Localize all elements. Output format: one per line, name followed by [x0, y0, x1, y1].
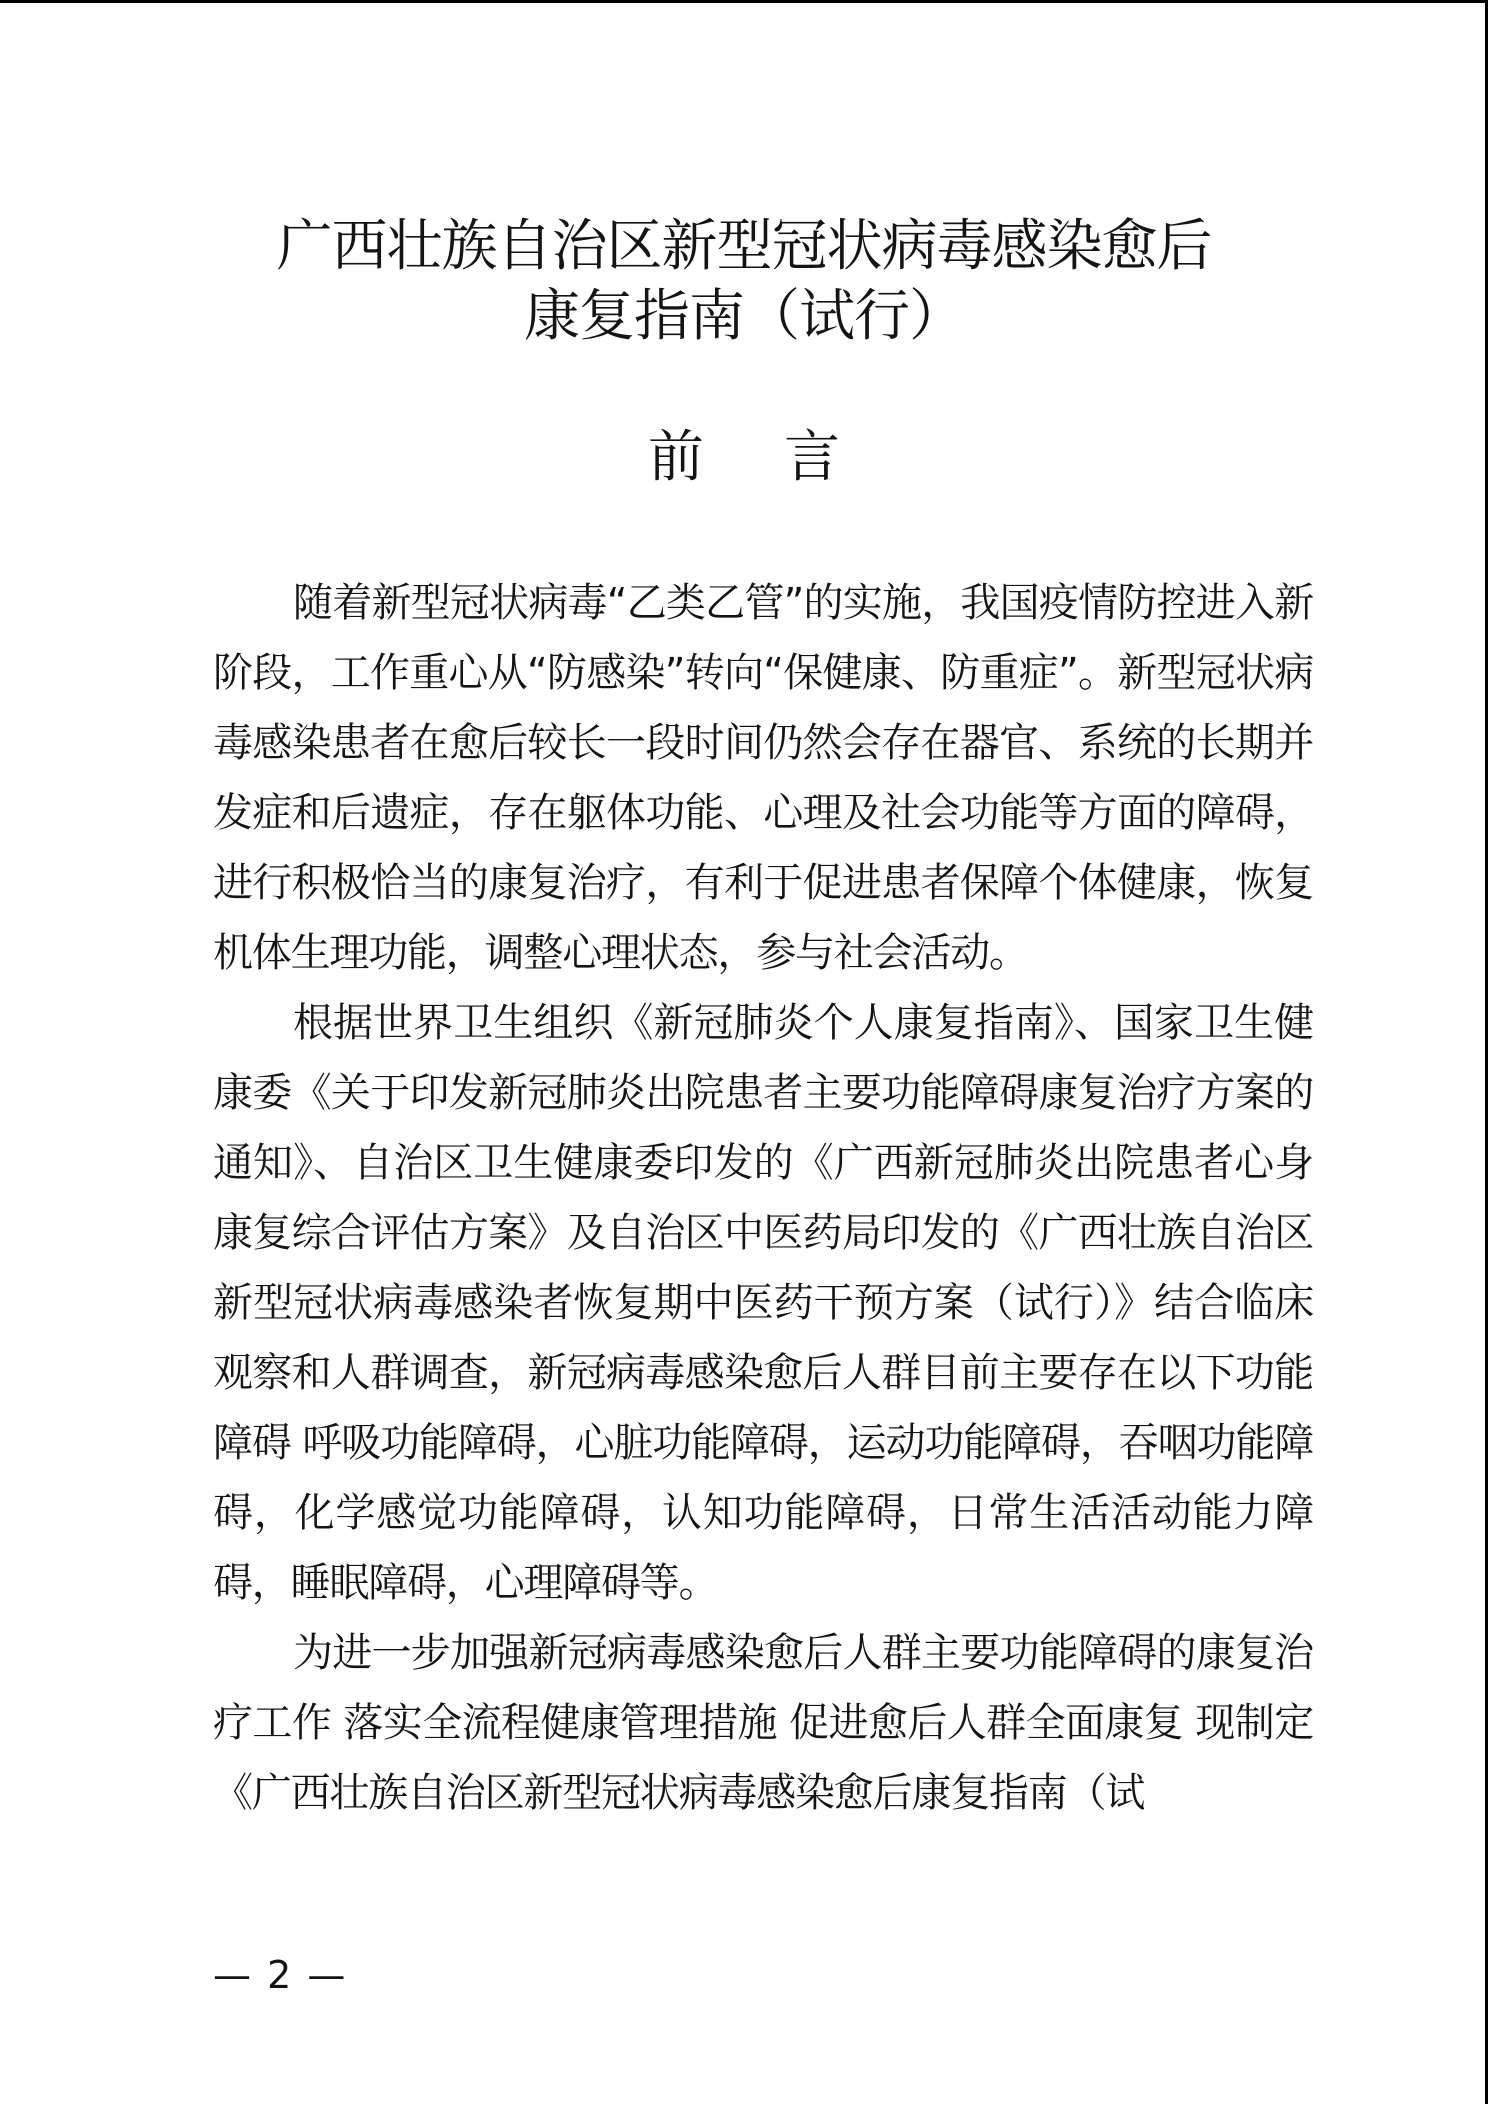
- paragraph-3: 为进一步加强新冠病毒感染愈后人群主要功能障碍的康复治疗工作 落实全流程健康管理措施 促进愈后人群全面康复 现制定《广西壮族自治区新型冠状病毒感染愈后康复指南（试: [213, 1630, 1313, 1816]
- page-border-top: [0, 0, 1488, 3]
- body-text: [213, 568, 1313, 1828]
- document-title: [0, 212, 1488, 352]
- preface-heading: [0, 423, 1488, 493]
- document-title-line-2: 康复指南（试行）: [524, 284, 964, 349]
- preface-heading-char-2: 言: [784, 425, 840, 490]
- paragraph-2: 根据世界卫生组织《新冠肺炎个人康复指南》、国家卫生健康委《关于印发新冠肺炎出院患者主要功能障碍康复治疗方案的通知》、自治区卫生健康委印发的《广西新冠肺炎出院患者心身康复综合评估方案》及自治区中医药局印发的《广西壮族自治区新型冠状病毒感染者恢复期中医药干预方案（试行）》结合临床观察和人群调查，新冠病毒感染愈后人群目前主要存在以下功能障碍 呼吸功能障碍，心脏功能障碍，运动功能障碍，吞咽功能障碍，化学感觉功能障碍，认知功能障碍，日常生活活动能力障碍，睡眠障碍，心理障碍等。: [213, 1000, 1313, 1606]
- preface-heading-char-1: 前: [648, 425, 704, 490]
- document-title-line-1: 广西壮族自治区新型冠状病毒感染愈后: [276, 214, 1212, 279]
- paragraph-1: 随着新型冠状病毒“乙类乙管”的实施，我国疫情防控进入新阶段，工作重心从“防感染”转向“保健康、防重症”。新型冠状病毒感染患者在愈后较长一段时间仍然会存在器官、系统的长期并发症和后遗症，存在躯体功能、心理及社会功能等方面的障碍，进行积极恰当的康复治疗，有利于促进患者保障个体健康，恢复机体生理功能，调整心理状态，参与社会活动。: [213, 580, 1313, 976]
- page-number: — 2 —: [213, 1953, 348, 1997]
